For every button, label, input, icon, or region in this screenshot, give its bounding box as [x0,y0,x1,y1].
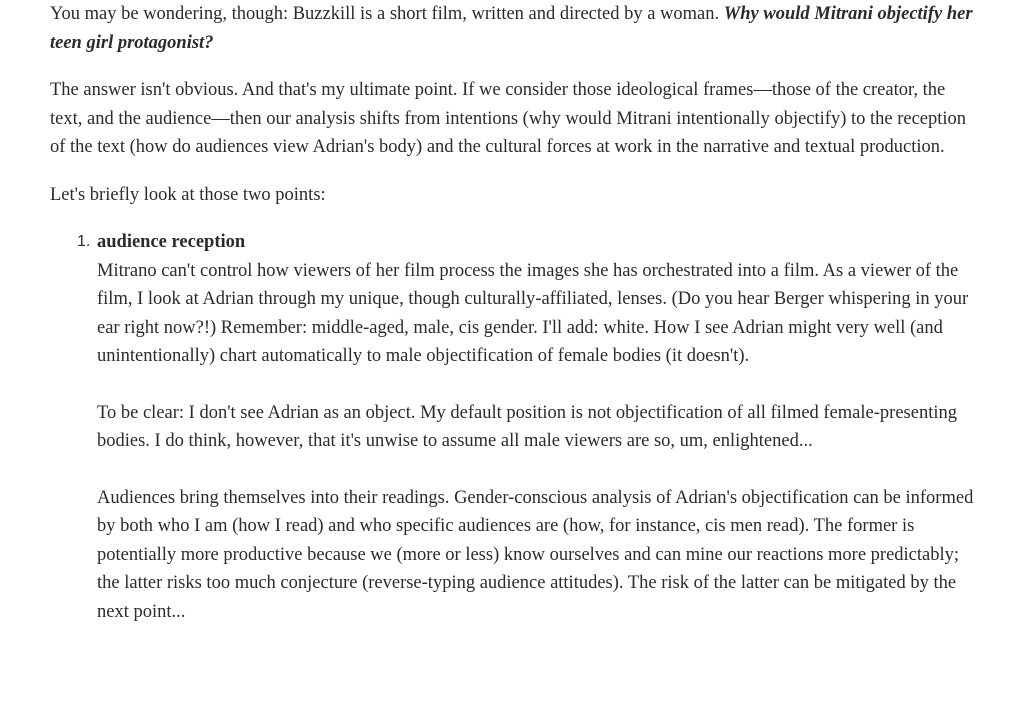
article-body [50,0,980,654]
list-item-heading: audience reception [97,232,246,252]
answer-paragraph: The answer isn't obvious. And that's my ultimate point. If we consider those ideological frames—those of the creator, the text, and the audience—then our analysis shifts from intentions (why would Mitrani intentionally objectify) to the reception of the text (how do audiences view Adrian's body) and the cultural forces at work in the narrative and textual production. [50,80,967,157]
list-item-paragraph: Audiences bring themselves into their readings. Gender-conscious analysis of Adrian's objectification can be informed by both who I am (how I read) and who specific audiences are (how, for instance, cis men read). The former is potentially more productive because we (more or less) know ourselves and can mine our reactions more predictably; the latter risks too much conjecture (reverse-typing audience attitudes). The risk of the latter can be mitigated by the next point... [97,487,974,622]
points-list [50,228,980,626]
list-item-paragraph: Mitrano can't control how viewers of her film process the images she has orchestrated into a film. As a viewer of the film, I look at Adrian through my unique, though culturally-affiliated, lenses. (Do you hear Berger whispering in your ear right now?!) Remember: middle-aged, male, cis gender. I'll add: white. How I see Adrian might very well (and unintentionally) chart automatically to male objectification of female bodies (it doesn't). [97,260,969,366]
intro-paragraph [50,0,980,57]
list-marker: 1. [77,233,91,250]
lead-paragraph: Let's briefly look at those two points: [50,184,326,205]
list-item [50,228,980,626]
intro-text: You may be wondering, though: Buzzkill is a short film, written and directed by a woman. [50,4,724,24]
intro-emphasis: Why would Mitrani objectify her teen girl protagonist? [50,4,973,53]
list-item-paragraph: To be clear: I don't see Adrian as an object. My default position is not objectification of all filmed female-presenting bodies. I do think, however, that it's unwise to assume all male viewers are so, um, enlightened... [97,402,957,451]
